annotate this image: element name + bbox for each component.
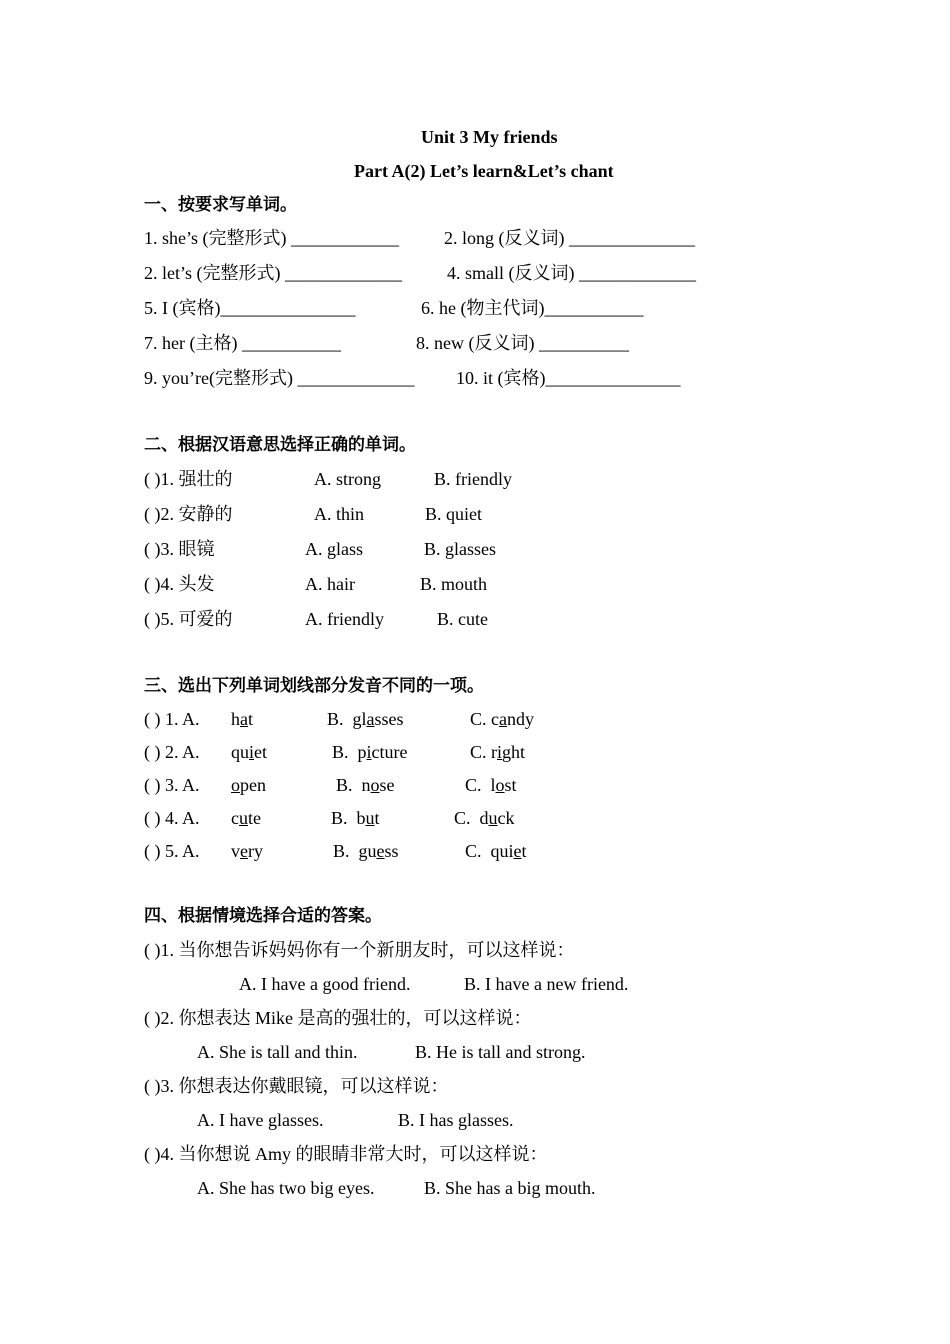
s2-q2-option-b: B. quiet: [425, 504, 482, 524]
s3-q5-option-a: very: [231, 841, 263, 861]
s3-q2-option-c: C. right: [470, 742, 526, 762]
s3-q1-option-a: hat: [231, 709, 254, 729]
s2-q5-option-b: B. cute: [437, 609, 488, 629]
page-title: Unit 3 My friends: [421, 127, 558, 147]
s1-item-6: 6. he (物主代词)___________: [421, 298, 644, 318]
s3-q4-option-c: C. duck: [454, 808, 515, 828]
section4-heading: 四、根据情境选择合适的答案。: [144, 906, 382, 926]
s2-q4-option-b: B. mouth: [420, 574, 488, 594]
s4-q3-option-b: B. I has glasses.: [398, 1110, 514, 1130]
s4-q2-option-b: B. He is tall and strong.: [415, 1042, 586, 1062]
s3-q2-option-b: B. picture: [332, 742, 408, 762]
s2-q1-option-a: A. strong: [314, 469, 381, 489]
s3-q4: ( ) 4. A.: [144, 808, 200, 828]
s1-item-5: 5. I (宾格)_______________: [144, 298, 356, 318]
s1-item-1: 1. she’s (完整形式) ____________: [144, 228, 399, 248]
page-subtitle: Part A(2) Let’s learn&Let’s chant: [354, 161, 614, 181]
s3-q4-option-b: B. but: [331, 808, 380, 828]
s2-q1: ( )1. 强壮的: [144, 469, 233, 489]
s4-q3: ( )3. 你想表达你戴眼镜，可以这样说：: [144, 1076, 449, 1096]
s2-q3: ( )3. 眼镜: [144, 539, 215, 559]
s2-q5-option-a: A. friendly: [305, 609, 384, 629]
s1-item-8: 8. new (反义词) __________: [416, 333, 629, 353]
s2-q2-option-a: A. thin: [314, 504, 365, 524]
s3-q4-option-a: cute: [231, 808, 261, 828]
s3-q5: ( ) 5. A.: [144, 841, 200, 861]
s4-q4-option-a: A. She has two big eyes.: [197, 1178, 375, 1198]
s4-q4-option-b: B. She has a big mouth.: [424, 1178, 596, 1198]
section2-heading: 二、根据汉语意思选择正确的单词。: [144, 435, 416, 455]
s4-q1: ( )1. 当你想告诉妈妈你有一个新朋友时，可以这样说：: [144, 940, 575, 960]
s3-q3-option-a: open: [231, 775, 266, 795]
s1-item-2: 2. long (反义词) ______________: [444, 228, 695, 248]
s3-q3-option-c: C. lost: [465, 775, 517, 795]
s1-item-4: 4. small (反义词) _____________: [447, 263, 696, 283]
section3-heading: 三、选出下列单词划线部分发音不同的一项。: [144, 676, 484, 696]
s1-item-3: 2. let’s (完整形式) _____________: [144, 263, 402, 283]
s2-q1-option-b: B. friendly: [434, 469, 512, 489]
s2-q3-option-b: B. glasses: [424, 539, 496, 559]
s3-q2: ( ) 2. A.: [144, 742, 200, 762]
s3-q3-option-b: B. nose: [336, 775, 395, 795]
s1-item-7: 7. her (主格) ___________: [144, 333, 341, 353]
s3-q5-option-c: C. quiet: [465, 841, 527, 861]
s4-q1-option-a: A. I have a good friend.: [239, 974, 411, 994]
s1-item-10: 10. it (宾格)_______________: [456, 368, 681, 388]
s4-q2-option-a: A. She is tall and thin.: [197, 1042, 358, 1062]
s2-q5: ( )5. 可爱的: [144, 609, 233, 629]
s3-q1-option-b: B. glasses: [327, 709, 404, 729]
s3-q1-option-c: C. candy: [470, 709, 535, 729]
s4-q1-option-b: B. I have a new friend.: [464, 974, 629, 994]
s2-q3-option-a: A. glass: [305, 539, 363, 559]
s2-q2: ( )2. 安静的: [144, 504, 233, 524]
s4-q4: ( )4. 当你想说 Amy 的眼睛非常大时，可以这样说：: [144, 1144, 548, 1164]
s2-q4-option-a: A. hair: [305, 574, 355, 594]
section1-heading: 一、按要求写单词。: [144, 195, 297, 215]
s2-q4: ( )4. 头发: [144, 574, 215, 594]
s4-q3-option-a: A. I have glasses.: [197, 1110, 324, 1130]
s3-q2-option-a: quiet: [231, 742, 268, 762]
s4-q2: ( )2. 你想表达 Mike 是高的强壮的，可以这样说：: [144, 1008, 532, 1028]
s1-item-9: 9. you’re(完整形式) _____________: [144, 368, 415, 388]
s3-q1: ( ) 1. A.: [144, 709, 200, 729]
s3-q3: ( ) 3. A.: [144, 775, 200, 795]
s3-q5-option-b: B. guess: [333, 841, 399, 861]
